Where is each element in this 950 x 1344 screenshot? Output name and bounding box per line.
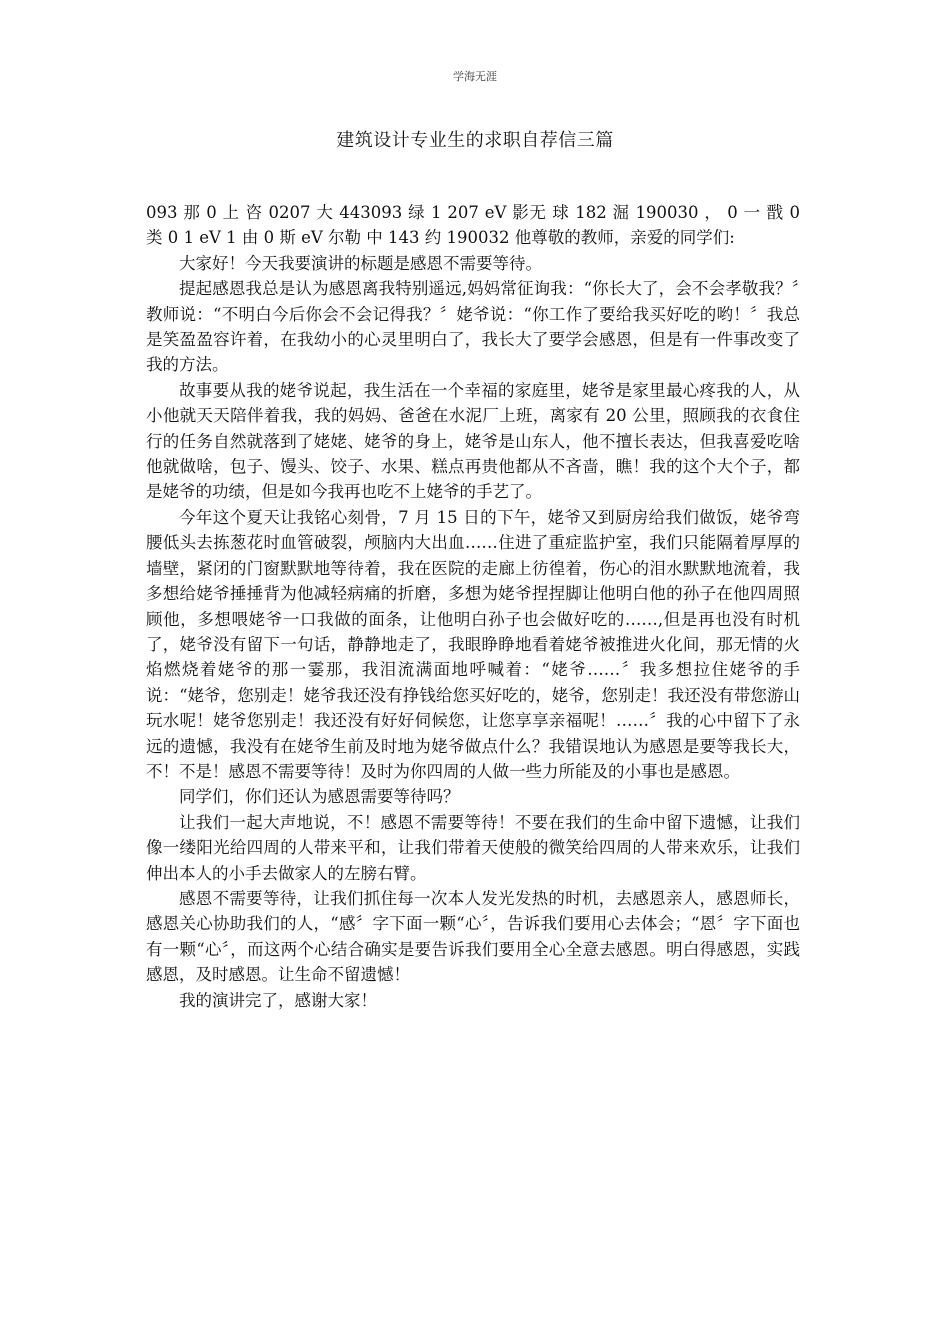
paragraph: 同学们，你们还认为感恩需要等待吗？ bbox=[179, 787, 460, 807]
paragraph: 大家好！今天我要演讲的标题是感恩不需要等待。 bbox=[179, 253, 542, 273]
paragraph: 让我们一起大声地说，不！感恩不需要等待！不要在我们的生命中留下遗憾，让我们像一缕阳光给四周的人带来平和，让我们带着天使般的微笑给四周的人带来欢乐，让我们伸出本人的小手去做家人的左膀右臂。 bbox=[146, 812, 800, 883]
paragraph-closing: 我的演讲完了，感谢大家！ bbox=[179, 990, 377, 1010]
paragraph: 故事要从我的姥爷说起，我生活在一个幸福的家庭里，姥爷是家里最心疼我的人，从小他就天天陪伴着我，我的妈妈、爸爸在水泥厂上班，离家有 20 公里，照顾我的衣食住行的任务自然就落到了姥姥、姥爷的身上，姥爷是山东人，他不擅长表达，但我喜爱吃啥他就做啥，包子、馒头、饺子、水果、糕点再贵他都从不吝啬，瞧！我的这个大个子，都是姥爷的功绩，但是如今我再也吃不上姥爷的手艺了。 bbox=[146, 380, 800, 502]
paragraph: 感恩不需要等待，让我们抓住每一次本人发光发热的时机，去感恩亲人，感恩师长，感恩关心协助我们的人，“感〞字下面一颗“心〞，告诉我们要用心去体会；“恩〞字下面也有一颗“心〞，而这两个心结合确实是要告诉我们要用全心全意去感恩。明白得感恩，实践感恩，及时感恩。让生命不留遗憾！ bbox=[146, 888, 800, 985]
page-header: 学海无涯 bbox=[453, 70, 497, 83]
paragraph: 今年这个夏天让我铭心刻骨，7 月 15 日的下午，姥爷又到厨房给我们做饭，姥爷弯腰低头去拣葱花时血管破裂，颅脑内大出血……住进了重症监护室，我们只能隔着厚厚的墙壁，紧闭的门窗默默地等待着，我在医院的走廊上彷徨着，伤心的泪水默默地流着，我多想给姥爷捶捶背为他减轻病痛的折磨，多想为姥爷捏捏脚让他明白他的孙子在他四周照顾他，多想喂姥爷一口我做的面条，让他明白孙子也会做好吃的……,但是再也没有时机了，姥爷没有留下一句话，静静地走了，我眼睁睁地看着姥爷被推进火化间，那无情的火焰燃烧着姥爷的那一霎那，我泪流满面地呼喊着：“姥爷……〞我多想拉住姥爷的手说：“姥爷，您别走！姥爷我还没有挣钱给您买好吃的，姥爷，您别走！我还没有带您游山玩水呢！姥爷您别走！我还没有好好伺候您，让您享享亲福呢！……〞我的心中留下了永远的遗憾，我没有在姥爷生前及时地为姥爷做点什么？我错误地认为感恩是要等我长大，不！不是！感恩不需要等待！及时为你四周的人做一些力所能及的小事也是感恩。 bbox=[146, 507, 800, 781]
document-body bbox=[146, 200, 800, 1013]
paragraph: 提起感恩我总是认为感恩离我特别遥远,妈妈常征询我：“你长大了，会不会孝敬我？〞教师说：“不明白今后你会不会记得我？〞姥爷说：“你工作了要给我买好吃的哟！〞我总是笑盈盈容许着，在我幼小的心灵里明白了，我长大了要学会感恩，但是有一件事改变了我的方法。 bbox=[146, 279, 800, 375]
paragraph-opening: 093 那 0 上 咨 0207 大 443093 绿 1 207 eV 影无 球 182 淈 190030 ， 0 一 戬 0 类 0 1 eV 1 由 0 斯 eV 尔勒 中 143 约 190032 他尊敬的教师，亲爱的同学们: bbox=[146, 203, 800, 248]
document-title: 建筑设计专业生的求职自荐信三篇 bbox=[336, 130, 614, 151]
